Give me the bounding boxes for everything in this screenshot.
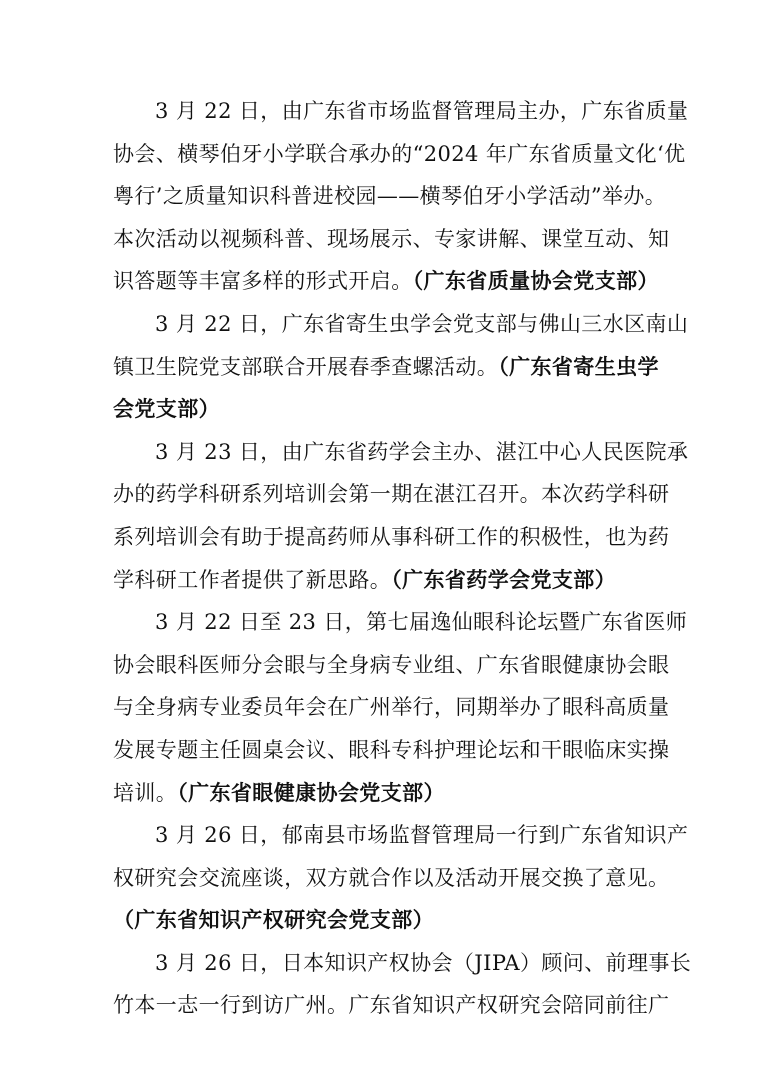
paragraph-line: 与全身病专业委员年会在广州举行，同期举办了眼科高质量 [113,695,670,720]
paragraph-text: 培训。 [113,780,178,805]
paragraph-text: 识答题等丰富多样的形式开启。 [113,269,413,294]
paragraph-line: 发展专题主任圆桌会议、眼科专科护理论坛和干眼临床实操 [113,737,670,762]
source-attribution: （广东省寄生虫学 [498,354,659,379]
source-attribution: 会党支部） [113,397,220,422]
paragraph-line: 权研究会交流座谈，双方就合作以及活动开展交换了意见。 [113,865,670,890]
paragraph-line [113,388,658,431]
paragraph-line: 协会眼科医师分会眼与全身病专业组、广东省眼健康协会眼 [113,652,670,677]
paragraph-line: 本次活动以视频科普、现场展示、专家讲解、课堂互动、知 [113,226,670,251]
paragraph-line: 系列培训会有助于提高药师从事科研工作的积极性，也为药 [113,524,670,549]
paragraph-line [113,772,658,815]
paragraph-line [113,260,658,303]
paragraph-line: 3 月 23 日，由广东省药学会主办、湛江中心人民医院承 [155,439,689,464]
paragraph-line: 3 月 22 日至 23 日，第七届逸仙眼科论坛暨广东省医师 [155,610,688,635]
paragraph-line [113,559,658,602]
document-body [113,90,692,1027]
paragraph-line: 3 月 22 日，由广东省市场监督管理局主办，广东省质量 [155,99,689,123]
source-attribution: （广东省知识产权研究会党支部） [113,908,434,933]
paragraph-line [113,899,658,942]
paragraph-text: 学科研工作者提供了新思路。 [113,567,392,592]
paragraph-line: 3 月 26 日，郁南县市场监督管理局一行到广东省知识产 [155,823,689,848]
paragraph-line: 协会、横琴伯牙小学联合承办的“2024 年广东省质量文化‘优 [113,141,686,166]
paragraph-text: 镇卫生院党支部联合开展春季查螺活动。 [113,354,499,379]
source-attribution: （广东省药学会党支部） [391,567,617,592]
paragraph-line: 粤行’之质量知识科普进校园——横琴伯牙小学活动”举办。 [113,184,667,209]
source-attribution: （广东省质量协会党支部） [412,269,659,294]
paragraph-line: 竹本一志一行到访广州。广东省知识产权研究会陪同前往广 [113,993,670,1018]
paragraph-line [113,346,658,389]
paragraph-line: 3 月 26 日，日本知识产权协会（JIPA）顾问、前理事长 [155,950,692,975]
paragraph-line: 办的药学科研系列培训会第一期在湛江召开。本次药学科研 [113,482,670,507]
source-attribution: （广东省眼健康协会党支部） [177,780,445,805]
paragraph-line: 3 月 22 日，广东省寄生虫学会党支部与佛山三水区南山 [155,311,689,336]
